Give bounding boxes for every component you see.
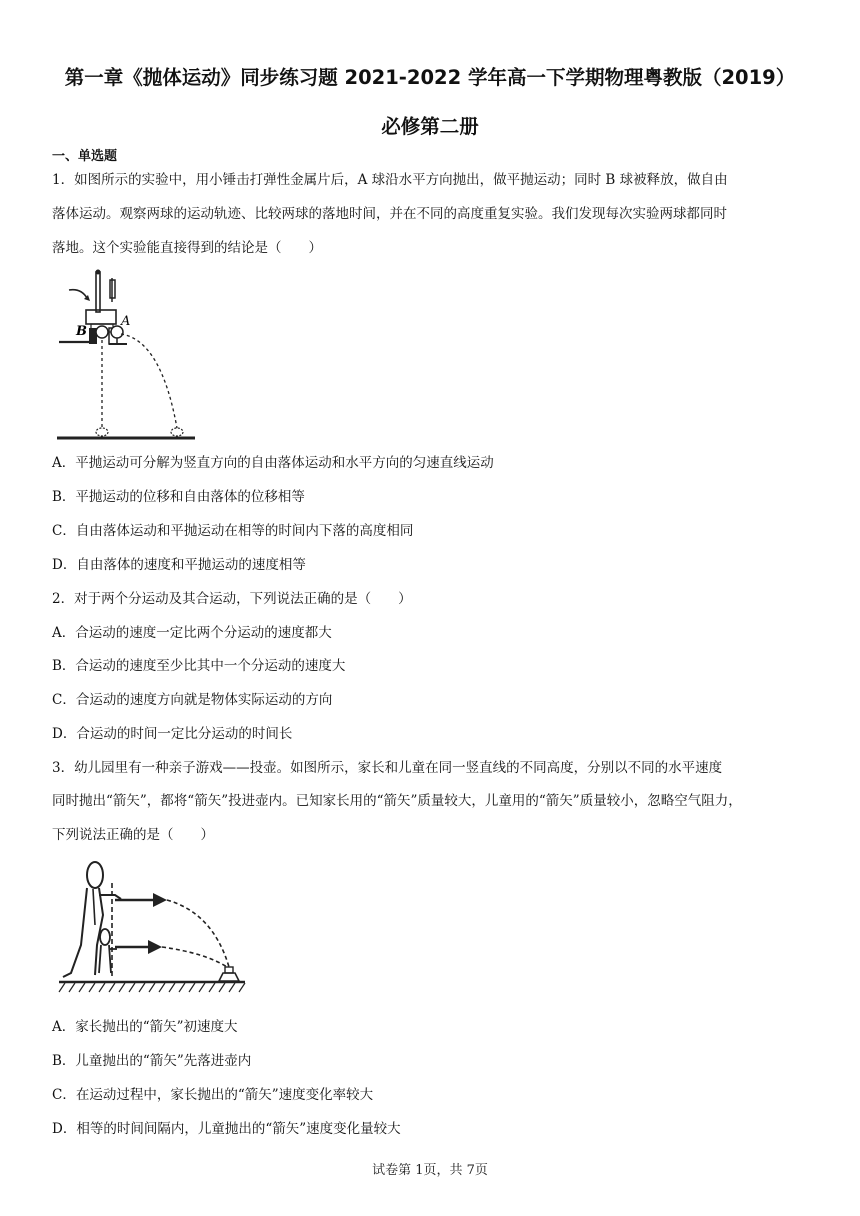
q2-option-a: A．合运动的速度一定比两个分运动的速度都大: [52, 625, 332, 641]
label-b: B: [76, 324, 87, 339]
q3-option-b: B．儿童抛出的“箭矢”先落进壶内: [52, 1053, 252, 1069]
q1-experiment-figure: [55, 268, 200, 448]
q1-option-b: B．平抛运动的位移和自由落体的位移相等: [52, 489, 305, 505]
q1-stem-line: 落体运动。观察两球的运动轨迹、比较两球的落地时间，并在不同的高度重复实验。我们发现每次实验两球都同时: [52, 206, 727, 222]
page-subtitle: 必修第二册: [381, 115, 479, 138]
q2-option-c: C．合运动的速度方向就是物体实际运动的方向: [52, 692, 333, 708]
q3-option-c: C．在运动过程中，家长抛出的“箭矢”速度变化率较大: [52, 1087, 374, 1103]
q2-option-b: B．合运动的速度至少比其中一个分运动的速度大: [52, 658, 346, 674]
q1-option-d: D．自由落体的速度和平抛运动的速度相等: [52, 557, 306, 573]
q2-stem: 2．对于两个分运动及其合运动，下列说法正确的是（ ）: [52, 591, 412, 607]
pot-icon: [219, 973, 239, 981]
q2-option-d: D．合运动的时间一定比分运动的时间长: [52, 726, 293, 742]
q1-option-a: A．平抛运动可分解为竖直方向的自由落体运动和水平方向的匀速直线运动: [52, 455, 494, 471]
arrow-head-icon: [148, 940, 162, 954]
ball-b-icon: [96, 326, 108, 338]
label-a: A: [121, 314, 131, 329]
section-heading: 一、单选题: [52, 149, 118, 164]
q3-option-d: D．相等的时间间隔内，儿童抛出的“箭矢”速度变化量较大: [52, 1121, 401, 1137]
q3-tossing-figure: [55, 855, 250, 1005]
page-title: 第一章《抛体运动》同步练习题 2021-2022 学年高一下学期物理粤教版（2019）: [64, 66, 796, 89]
q3-stem-line: 3．幼儿园里有一种亲子游戏——投壶。如图所示，家长和儿童在同一竖直线的不同高度，分别以不同的水平速度: [52, 760, 723, 776]
q3-stem-line: 下列说法正确的是（ ）: [52, 827, 214, 843]
q3-stem-line: 同时抛出“箭矢”，都将“箭矢”投进壶内。已知家长用的“箭矢”质量较大，儿童用的“箭矢”质量较小，忽略空气阻力，: [52, 793, 742, 809]
q1-option-c: C．自由落体运动和平抛运动在相等的时间内下落的高度相同: [52, 523, 414, 539]
q3-option-a: A．家长抛出的“箭矢”初速度大: [52, 1019, 238, 1035]
q1-stem-line: 1．如图所示的实验中，用小锤击打弹性金属片后，A 球沿水平方向抛出，做平抛运动；同时 B 球被释放，做自由: [52, 172, 728, 188]
page-footer: 试卷第 1页，共 7页: [372, 1163, 488, 1178]
arrow-head-icon: [153, 893, 167, 907]
q1-stem-line: 落地。这个实验能直接得到的结论是（ ）: [52, 240, 322, 256]
